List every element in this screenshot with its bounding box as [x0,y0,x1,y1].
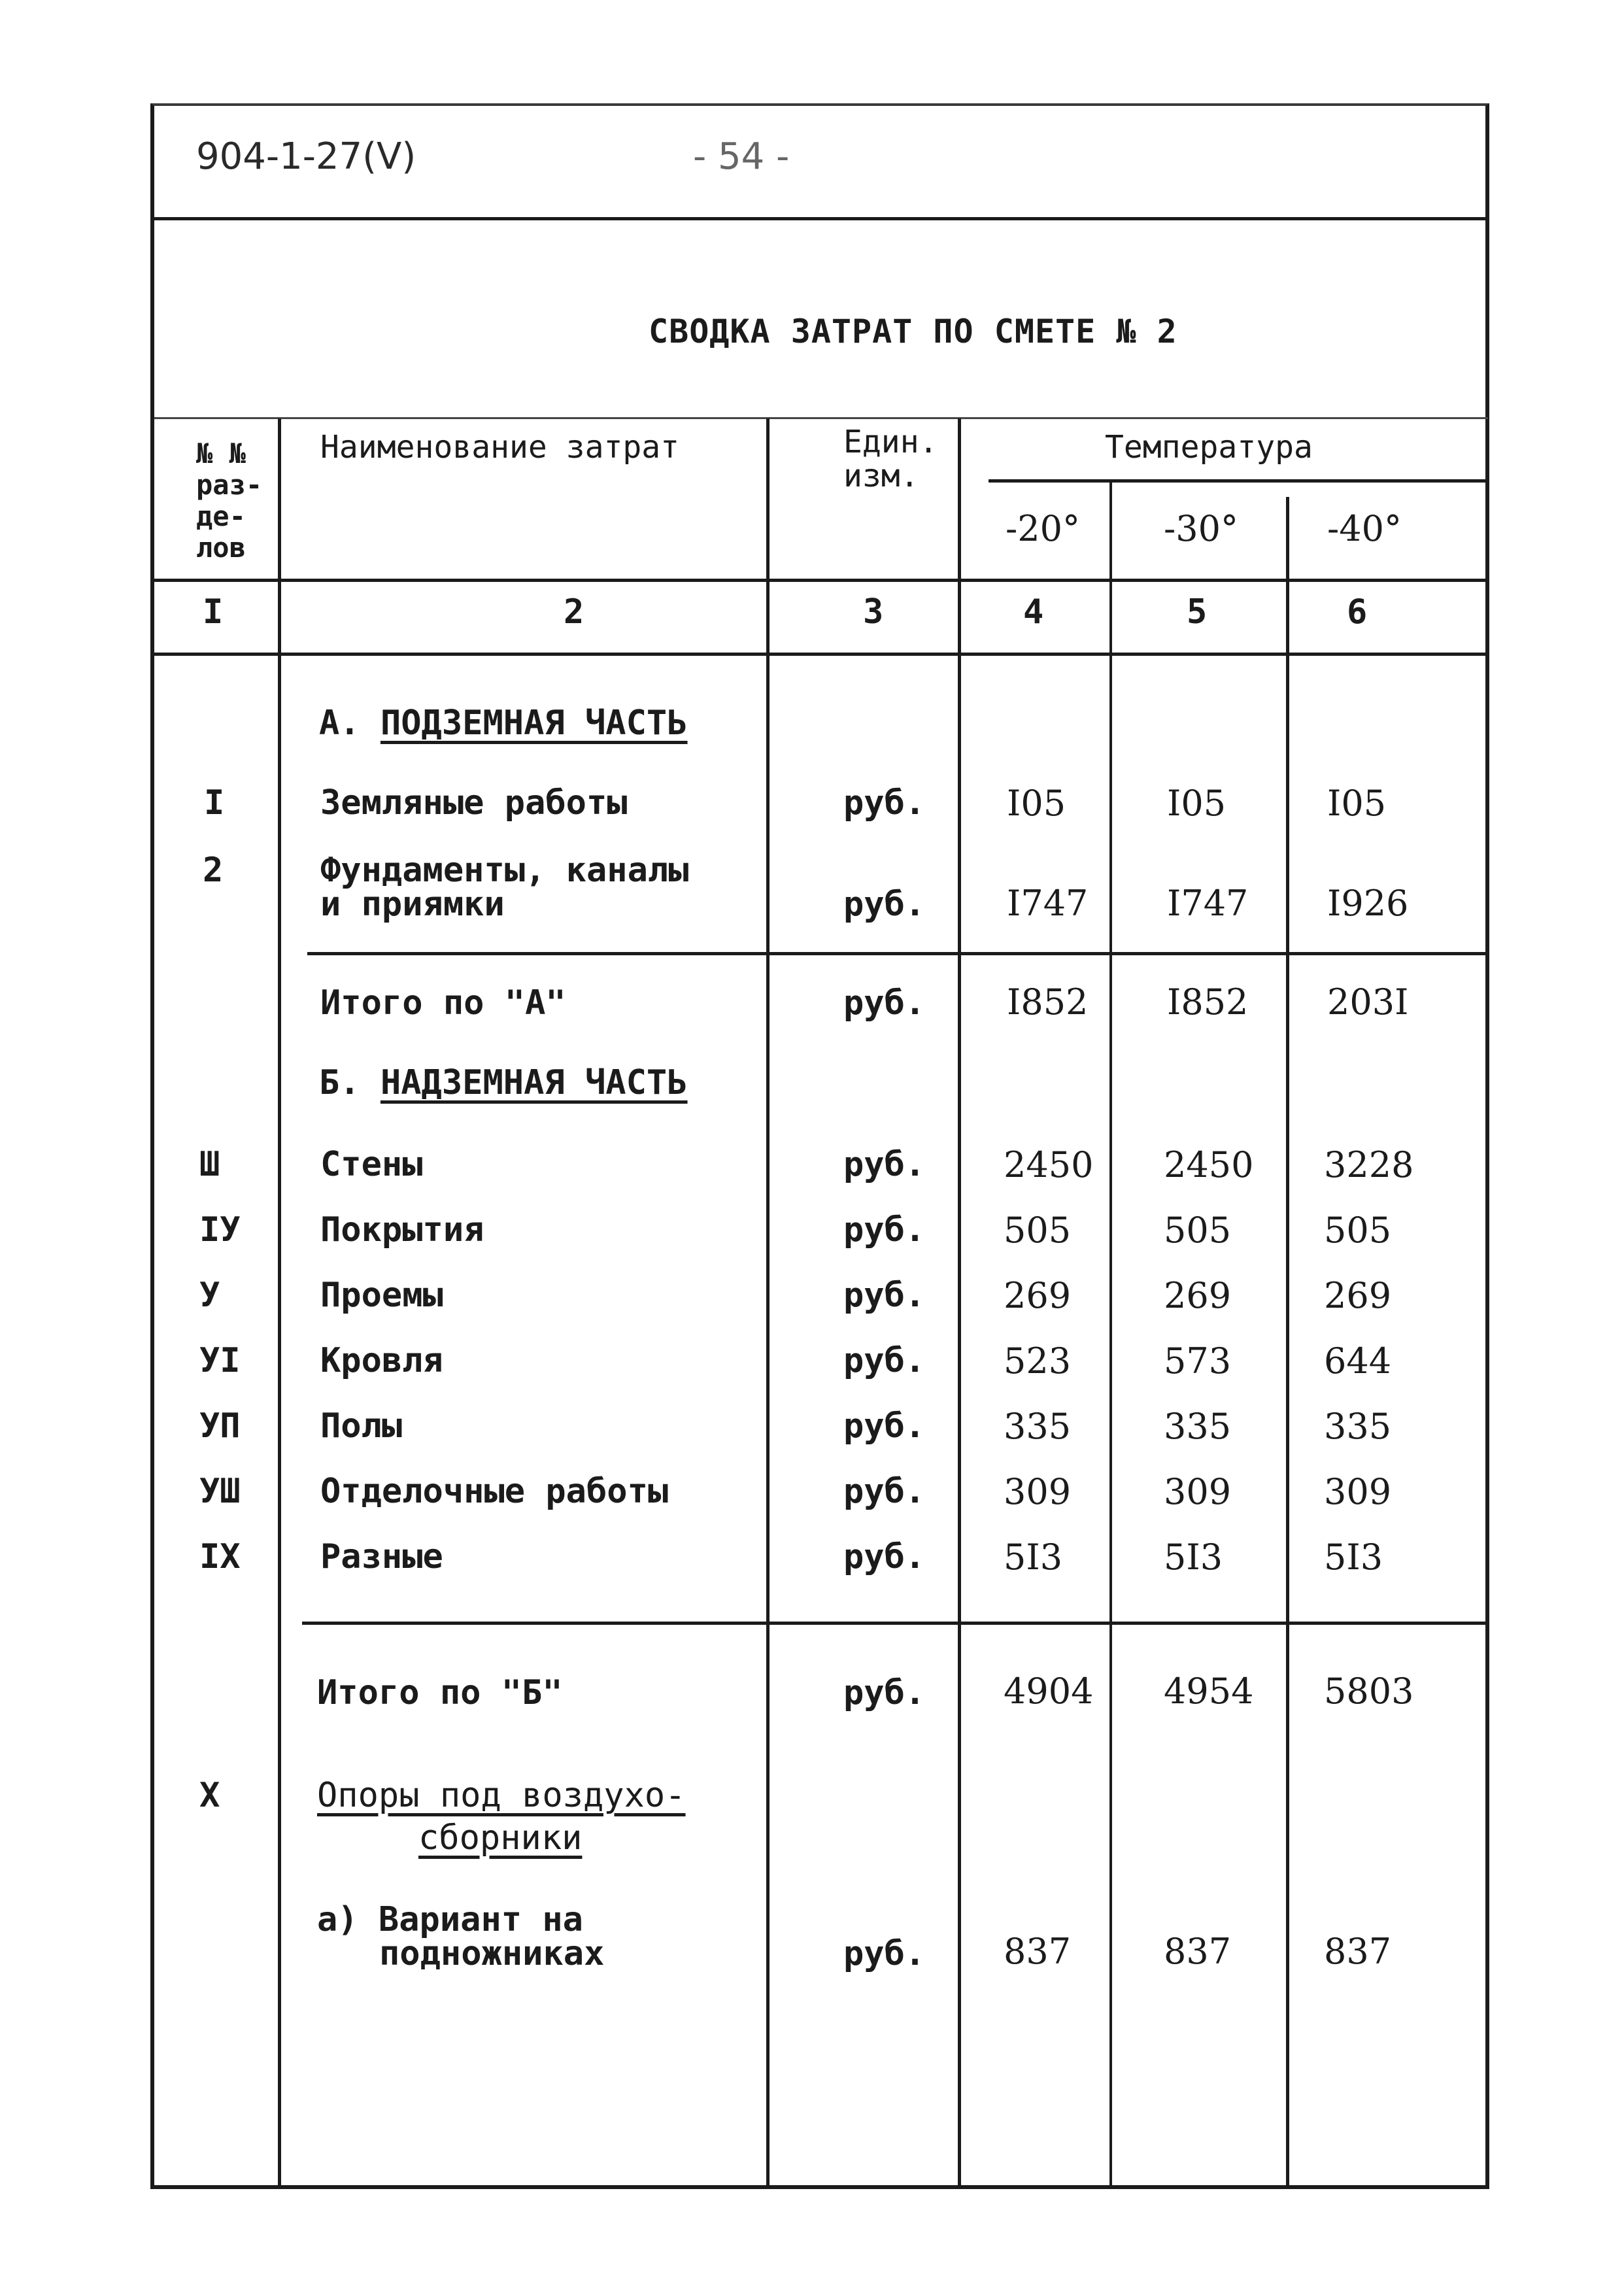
subtotal-a-label: Итого по "А" [320,983,566,1023]
table-row-number: У [199,1276,220,1315]
table-row-value-20: 269 [1004,1275,1072,1316]
section-number-header-line: № № [196,437,246,469]
section-x-heading-line-2: сборники [418,1818,583,1858]
variant-name-line: подножниках [379,1934,605,1973]
variant-value-20: 837 [1004,1931,1072,1972]
table-row-value-20: 505 [1004,1210,1072,1251]
table-row-value-30: 2450 [1164,1144,1254,1185]
subtotal-b-value-30: 4954 [1164,1671,1254,1712]
unit-header-line: изм. [843,458,919,494]
table-row-unit: руб. [843,1472,926,1511]
temperature-group-underline [989,479,1488,483]
subtotal-a-value-40: 203I [1327,981,1409,1023]
column-divider-4 [1109,481,1112,2187]
column-divider-1 [278,418,281,2187]
column-index-3: 3 [863,592,884,632]
section-x-heading-line-1: Опоры под воздухо- [317,1776,686,1815]
stamp-divider [150,217,1489,220]
table-row-value-30: 309 [1164,1471,1232,1512]
variant-unit: руб. [843,1934,926,1973]
table-row-unit: руб. [843,1210,926,1250]
section-number-header-line: лов [196,532,246,564]
table-row-name: Земляные работы [320,783,628,823]
unit-header [843,425,938,493]
table-row-number: I [204,783,225,823]
table-row-number: УI [199,1341,241,1380]
section-a-heading [319,704,688,743]
table-row-name-line: и приямки [320,885,505,924]
table-row-value-40: 644 [1324,1340,1392,1382]
page-mark: - 54 - [693,135,790,178]
table-row-value-20: I05 [1007,783,1066,824]
section-number-header-line: де- [196,500,246,532]
table-row-value-20: 335 [1004,1406,1072,1447]
section-number-header-line: раз- [196,469,263,501]
table-row-name: Стены [320,1145,423,1184]
column-index-1: I [203,592,224,632]
temperature-header--30: -30° [1164,508,1238,549]
column-index-4: 4 [1023,592,1044,632]
table-row-value-20: 309 [1004,1471,1072,1512]
table-row-unit: руб. [843,783,926,823]
subtotal-a-unit: руб. [843,983,926,1023]
column-index-5: 5 [1187,592,1208,632]
table-row-value-20: 523 [1004,1340,1072,1382]
column-index-6: 6 [1347,592,1368,632]
table-row-unit: руб. [843,1406,926,1446]
variant-name [317,1900,605,1973]
table-row-value-20: 2450 [1004,1144,1094,1185]
table-row-value-40: 335 [1324,1406,1392,1447]
table-row-name: Разные [320,1537,443,1576]
column-divider-2 [766,418,770,2187]
section-b-prefix: Б. [319,1063,360,1102]
table-row-unit: руб. [843,1341,926,1380]
table-row-name: Отделочные работы [320,1472,669,1511]
subtotal-b-label: Итого по "Б" [317,1673,563,1712]
subtotal-b-value-40: 5803 [1324,1671,1414,1712]
section-number-header [196,438,262,564]
table-row-value-30: 573 [1164,1340,1232,1382]
table-row-name: Полы [320,1406,403,1446]
table-row-number: Ш [199,1145,220,1184]
table-row-value-30: I05 [1167,783,1226,824]
table-row-unit: руб. [843,1537,926,1576]
subtotal-b-separator [302,1622,1487,1625]
variant-name-line: а) Вариант на [317,1900,583,1939]
table-row-value-40: 505 [1324,1210,1392,1251]
table-row-unit: руб. [843,1145,926,1184]
table-row-value-30: 5I3 [1164,1537,1223,1578]
subtotal-a-separator [307,952,1487,955]
unit-header-line: Един. [843,424,938,460]
table-row-value-40: 309 [1324,1471,1392,1512]
section-b-heading [319,1063,688,1102]
table-row-value-40: 269 [1324,1275,1392,1316]
table-row-value-40: I05 [1327,783,1387,824]
section-a-prefix: А. [319,704,360,743]
table-row-unit: руб. [843,885,926,924]
subtotal-a-value-20: I852 [1007,981,1089,1023]
column-index-2: 2 [564,592,584,632]
table-row-name: Кровля [320,1341,443,1380]
table-row-name [320,851,689,924]
section-x-number: X [199,1776,220,1815]
page-title: СВОДКА ЗАТРАТ ПО СМЕТЕ № 2 [649,313,1177,350]
table-row-name: Покрытия [320,1210,484,1250]
table-row-number: УШ [199,1472,241,1511]
table-row-unit: руб. [843,1276,926,1315]
table-row-value-20: 5I3 [1004,1537,1063,1578]
table-row-value-40: I926 [1327,883,1409,924]
table-row-value-30: I747 [1167,883,1249,924]
table-top-border [154,417,1488,419]
subtotal-b-unit: руб. [843,1673,926,1712]
variant-value-40: 837 [1324,1931,1392,1972]
table-row-number: IX [199,1537,241,1576]
table-row-value-30: 505 [1164,1210,1232,1251]
variant-value-30: 837 [1164,1931,1232,1972]
table-row-value-30: 335 [1164,1406,1232,1447]
temperature-group-header: Температура [1105,429,1313,466]
table-row-number: IУ [199,1210,241,1250]
subtotal-b-value-20: 4904 [1004,1671,1094,1712]
temperature-header--40: -40° [1327,508,1402,549]
table-row-name-line: Фундаменты, каналы [320,851,689,890]
subtotal-a-value-30: I852 [1167,981,1249,1023]
temperature-header--20: -20° [1006,508,1080,549]
section-a-title: ПОДЗЕМНАЯ ЧАСТЬ [380,704,688,743]
document-code: 904-1-27(V) [196,135,416,178]
column-divider-5 [1286,497,1289,2187]
table-row-name: Проемы [320,1276,443,1315]
cost-name-header: Наименование затрат [320,429,680,466]
table-row-value-40: 5I3 [1324,1537,1383,1578]
table-row-number: УП [199,1406,241,1446]
column-divider-3 [958,418,961,2187]
table-row-number: 2 [203,851,224,890]
table-row-value-20: I747 [1007,883,1089,924]
table-row-value-30: 269 [1164,1275,1232,1316]
section-b-title: НАДЗЕМНАЯ ЧАСТЬ [380,1063,688,1102]
table-row-value-40: 3228 [1324,1144,1414,1185]
